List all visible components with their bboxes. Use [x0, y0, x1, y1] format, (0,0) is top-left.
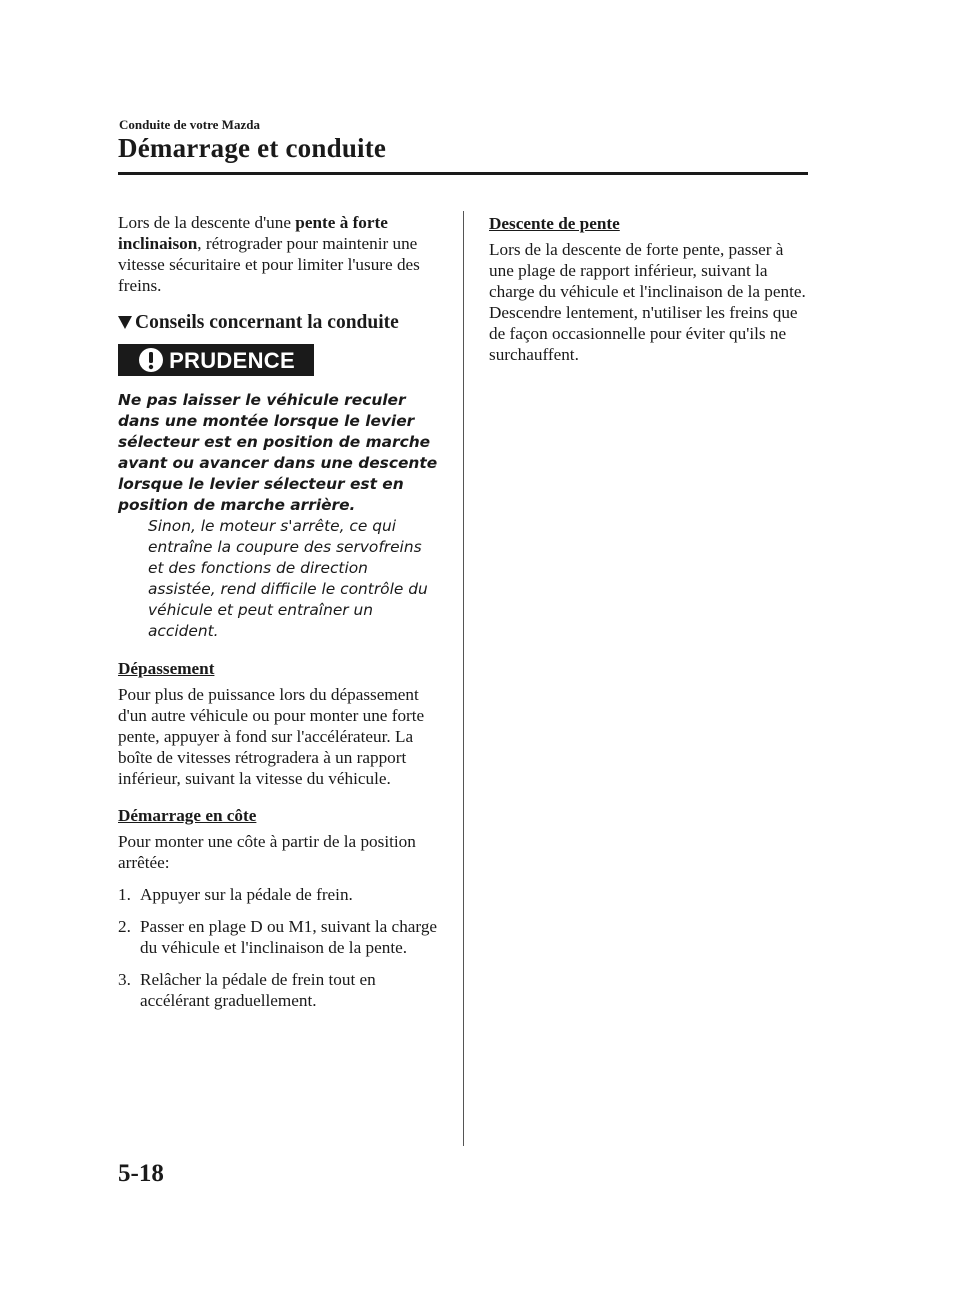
header-divider — [118, 172, 808, 175]
list-item-number: 1. — [118, 885, 131, 904]
triangle-down-icon — [118, 316, 132, 329]
descent-paragraph: Lors de la descente de forte pente, passer à une plage de rapport inférieur, suivant la charge du véhicule et l'inclinaison de la pente. Descendre lentement, n'utiliser les freins que de façon occasionnelle pour éviter qu'ils ne surchauffent. — [489, 240, 806, 364]
intro-text-start: Lors de la descente d'une — [118, 213, 296, 232]
list-item — [118, 884, 440, 905]
intro-paragraph — [118, 212, 440, 296]
tips-heading-text: Conseils concernant la conduite — [135, 312, 399, 333]
caution-label: PRUDENCE — [169, 347, 295, 373]
list-item-text: Appuyer sur la pédale de frein. — [140, 885, 353, 904]
list-item-number: 2. — [118, 917, 131, 936]
caution-detail-text: Sinon, le moteur s'arrête, ce qui entraîne la coupure des servofreins et des fonctions de direction assistée, rend difficile le contrôle du véhicule et peut entraîner un accident. — [148, 517, 428, 640]
passing-heading: Dépassement — [118, 659, 215, 678]
caution-banner — [118, 344, 314, 376]
left-column — [118, 212, 440, 1011]
column-divider — [463, 211, 464, 1146]
passing-paragraph: Pour plus de puissance lors du dépassement d'un autre véhicule ou pour monter une forte pente, appuyer à fond sur l'accélérateur. La boîte de vitesses rétrogradera à un rapport inférieur, suivant la vitesse du véhicule. — [118, 685, 425, 788]
descent-heading: Descente de pente — [489, 214, 620, 233]
list-item-text: Relâcher la pédale de frein tout en accélérant graduellement. — [140, 970, 376, 1010]
hill-start-intro: Pour monter une côte à partir de la position arrêtée: — [118, 832, 416, 872]
intro-emphasis: pente à forte inclinaison — [118, 213, 388, 253]
list-item-text: Passer en plage D ou M1, suivant la charge du véhicule et l'inclinaison de la pente. — [140, 917, 438, 957]
caution-bold-text: Ne pas laisser le véhicule reculer dans une montée lorsque le levier sélecteur est en position de marche avant ou avancer dans une descente lorsque le levier sélecteur est en position de marche arrière. — [118, 391, 438, 514]
hill-start-heading: Démarrage en côte — [118, 806, 257, 825]
chapter-label: Conduite de votre Mazda — [119, 117, 260, 132]
tips-heading — [118, 312, 440, 333]
section-title: Démarrage et conduite — [118, 133, 387, 163]
right-column — [489, 213, 811, 365]
list-item-number: 3. — [118, 970, 131, 989]
warning-icon — [137, 346, 165, 374]
list-item — [118, 969, 440, 1011]
list-item — [118, 916, 440, 958]
intro-text-end: , rétrograder pour maintenir une vitesse sécuritaire et pour limiter l'usure des freins. — [118, 234, 420, 295]
page-number: 5-18 — [118, 1160, 164, 1187]
